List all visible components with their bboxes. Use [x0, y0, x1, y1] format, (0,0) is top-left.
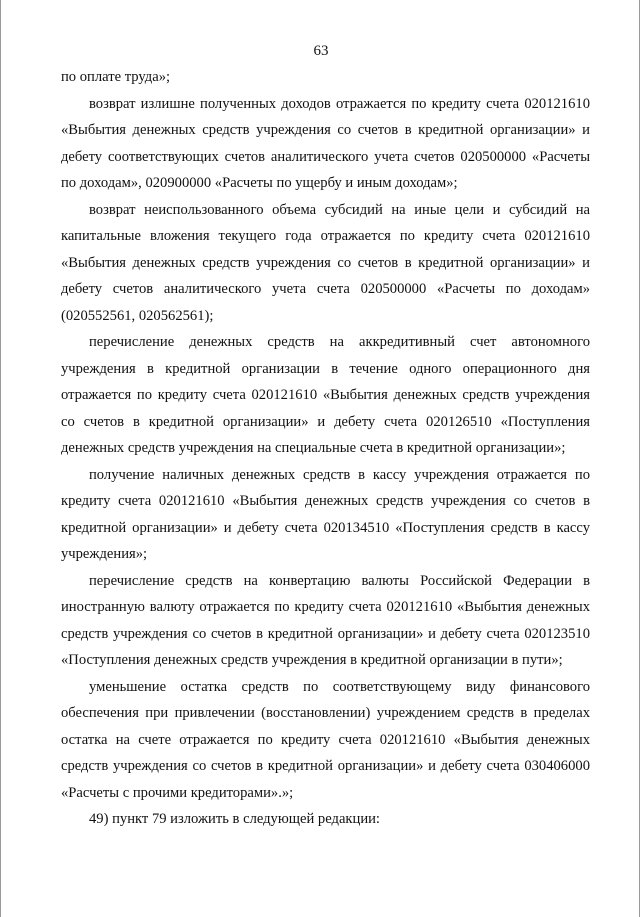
paragraph: 49) пункт 79 изложить в следующей редакции:	[89, 811, 380, 827]
page-number: 63	[313, 43, 329, 59]
paragraph: перечисление денежных средств на аккредитивный счет автономного учреждения в кредитной организации в течение одного операционного дня отражается по кредиту счета 020121610 «Выбытия денежных средств учреждения со счетов в кредитной организации» и дебету счета 020126510 «Поступления денежных средств учреждения на специальные счета в кредитной организации»;	[61, 334, 590, 456]
paragraph: по оплате труда»;	[61, 69, 171, 85]
document-body	[61, 64, 590, 833]
paragraph: уменьшение остатка средств по соответствующему виду финансового обеспечения при привлечении (восстановлении) учреждением средств в пределах остатка на счете отражается по кредиту счета 020121610 «Выбытия денежных средств учреждения со счетов в кредитной организации» и дебету счета 030406000 «Расчеты с прочими кредиторами».»;	[61, 678, 590, 801]
paragraph: перечисление средств на конвертацию валюты Российской Федерации в иностранную валюту отражается по кредиту счета 020121610 «Выбытия денежных средств учреждения со счетов в кредитной организации» и дебету счета 020123510 «Поступления денежных средств учреждения в кредитной организации в пути»;	[61, 572, 590, 668]
paragraph: возврат неиспользованного объема субсидий на иные цели и субсидий на капитальные вложения текущего года отражается по кредиту счета 020121610 «Выбытия денежных средств учреждения со счетов в кредитной организации» и дебету счетов аналитического учета счета 020500000 «Расчеты по доходам» (020552561, 020562561);	[61, 201, 590, 324]
paragraph: возврат излишне полученных доходов отражается по кредиту счета 020121610 «Выбытия денежных средств учреждения со счетов в кредитной организации» и дебету соответствующих счетов аналитического учета счетов 020500000 «Расчеты по доходам», 020900000 «Расчеты по ущербу и иным доходам»;	[61, 95, 590, 191]
paragraph: получение наличных денежных средств в кассу учреждения отражается по кредиту счета 020121610 «Выбытия денежных средств учреждения со счетов в кредитной организации» и дебету счета 020134510 «Поступления средств в кассу учреждения»;	[61, 466, 590, 562]
